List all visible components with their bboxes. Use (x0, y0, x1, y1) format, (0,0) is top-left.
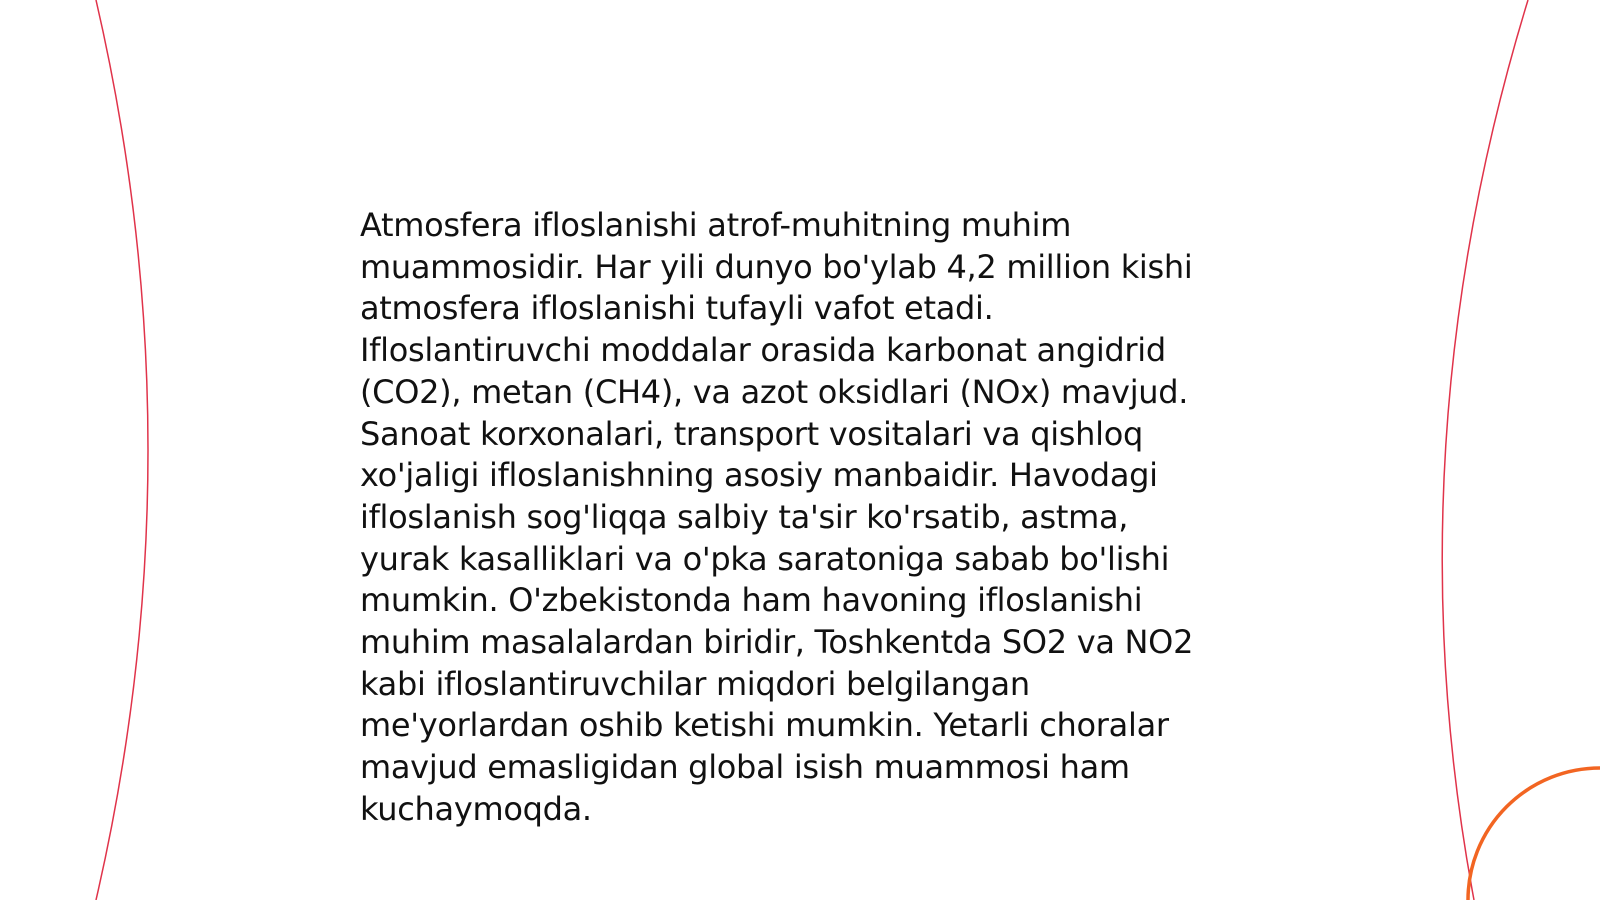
right-curve-line (1442, 0, 1528, 900)
main-paragraph: Atmosfera ifloslanishi atrof-muhitning muhim muammosidir. Har yili dunyo bo'ylab 4,2 million kishi atmosfera ifloslanishi tufayli vafot etadi. Ifloslantiruvchi moddalar orasida karbonat angidrid (CO2), metan (CH4), va azot oksidlari (NOx) mavjud. Sanoat korxonalari, transport vositalari va qishloq xo'jaligi ifloslanishning asosiy manbaidir. Havodagi ifloslanish sog'liqqa salbiy ta'sir ko'rsatib, astma, yurak kasalliklari va o'pka saratoniga sabab bo'lishi mumkin. O'zbekistonda ham havoning ifloslanishi muhim masalalardan biridir, Toshkentda SO2 va NO2 kabi ifloslantiruvchilar miqdori belgilangan me'yorlardan oshib ketishi mumkin. Yetarli choralar mavjud emasligidan global isish muammosi ham kuchaymoqda. (360, 206, 1194, 828)
left-curve-line (96, 0, 148, 900)
accent-circle (1468, 768, 1600, 900)
